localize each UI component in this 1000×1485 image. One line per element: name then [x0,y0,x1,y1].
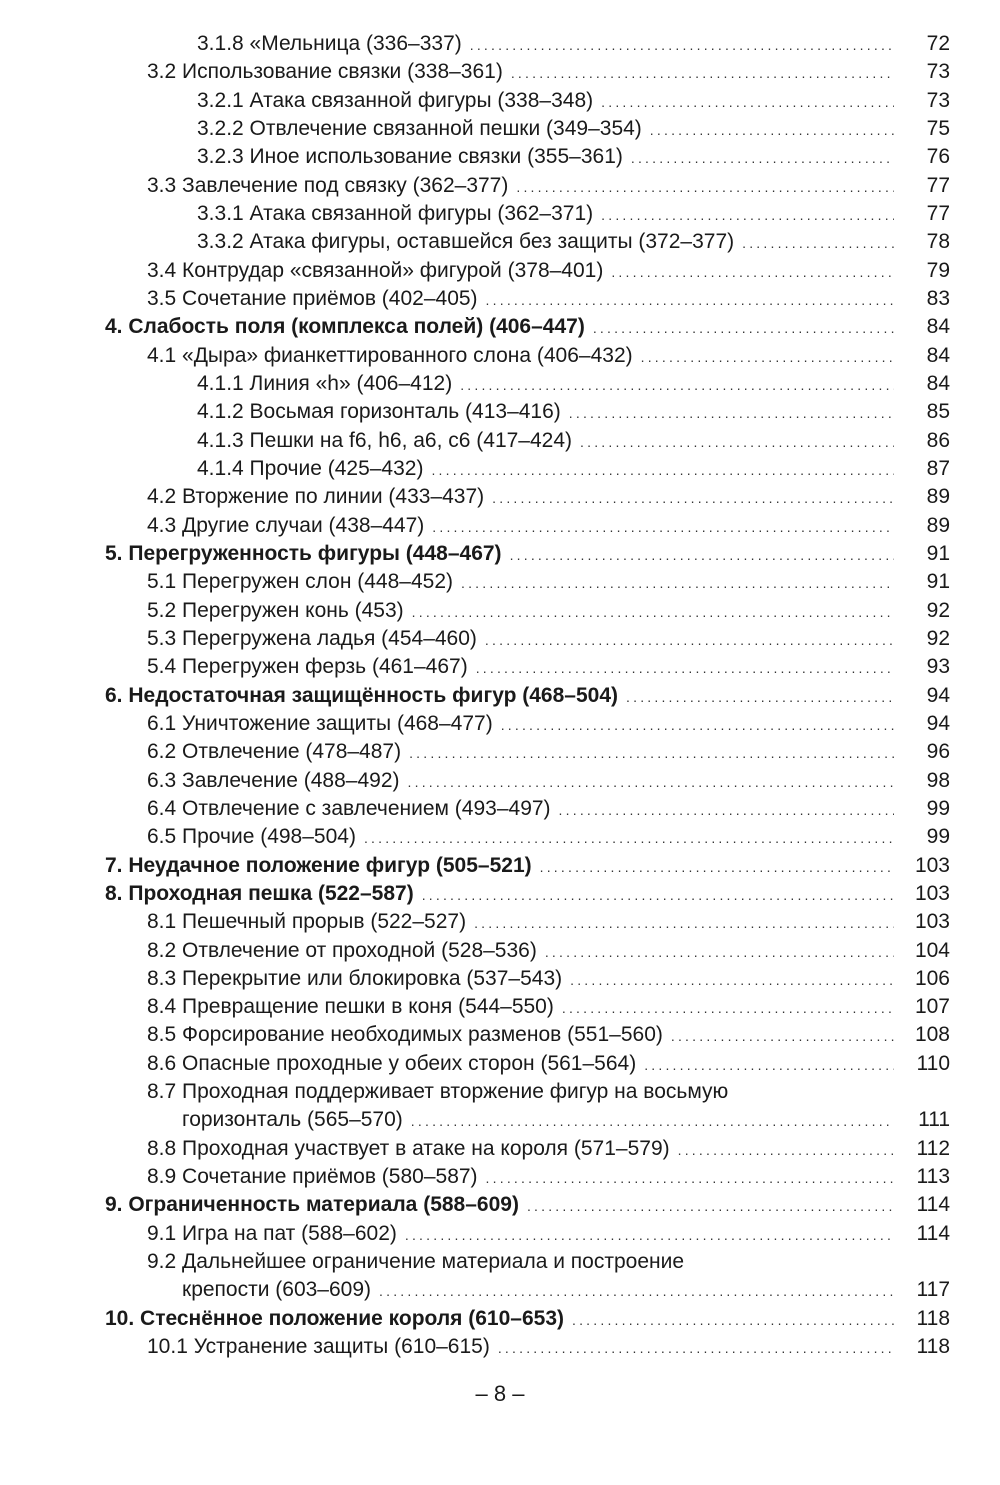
toc-entry-title: 9. Ограниченность материала (588–609) [105,1191,527,1219]
toc-entry-title: 6.4 Отвлечение с завлечением (493–497) [147,795,559,823]
toc-entry-title: 5.2 Перегружен конь (453) [147,597,412,625]
toc-entry-title: 4.2 Вторжение по линии (433–437) [147,483,492,511]
toc-entry-title: 6.5 Прочие (498–504) [147,823,364,851]
dot-leader [474,909,894,937]
dot-leader [408,768,894,796]
toc-entry-title: 3.2.3 Иное использование связки (355–361) [197,143,631,171]
toc-entry-title: 8.1 Пешечный прорыв (522–527) [147,908,474,936]
toc-entry-page-number: 79 [926,258,950,282]
toc-entry-title: 8.8 Проходная участвует в атаке на короля (571–579) [147,1135,678,1163]
dot-leader [545,938,894,966]
toc-entry[interactable] [0,257,1000,285]
toc-entry-page-number: 106 [914,966,950,990]
toc-entry[interactable] [0,172,1000,200]
dot-leader [569,399,894,427]
toc-entry-page-number: 77 [926,173,950,197]
toc-entry-page-number: 94 [926,683,950,707]
toc-entry-page-number: 73 [926,60,950,84]
toc-entry[interactable] [0,993,1000,1021]
toc-entry[interactable] [0,710,1000,738]
toc-entry-page-number: 99 [926,825,950,849]
dot-leader [580,428,894,456]
toc-entry[interactable] [0,965,1000,993]
toc-entry-page-number: 111 [918,1108,950,1132]
toc-entry-page-number: 91 [926,541,950,565]
toc-chapter-entry[interactable] [0,682,1000,710]
toc-entry[interactable] [0,1220,1000,1248]
toc-entry-title: 8.7 Проходная поддерживает вторжение фигур на восьмую [147,1078,736,1106]
toc-entry-title: 4.1.1 Линия «h» (406–412) [197,370,460,398]
toc-entry-title: 8.4 Превращение пешки в коня (544–550) [147,993,562,1021]
toc-entry[interactable] [0,568,1000,596]
dot-leader [650,116,894,144]
toc-entry-title: 8.3 Перекрытие или блокировка (537–543) [147,965,570,993]
toc-entry-page-number: 77 [926,201,950,225]
toc-entry[interactable] [0,370,1000,398]
toc-entry[interactable] [0,427,1000,455]
toc-entry-title: 9.1 Игра на пат (588–602) [147,1220,405,1248]
dot-leader [498,1334,894,1362]
toc-entry-page-number: 92 [926,598,950,622]
toc-entry[interactable] [0,285,1000,313]
toc-entry-page-number: 107 [914,995,950,1019]
toc-entry-title: 5.3 Перегружена ладья (454–460) [147,625,485,653]
toc-entry-title: 5. Перегруженность фигуры (448–467) [105,540,510,568]
toc-entry-title: 8.2 Отвлечение от проходной (528–536) [147,937,545,965]
dot-leader [631,144,894,172]
toc-entry[interactable] [0,625,1000,653]
toc-entry-title: 8.5 Форсирование необходимых разменов (551–560) [147,1021,671,1049]
dot-leader [501,711,894,739]
toc-entry[interactable] [0,342,1000,370]
dot-leader [742,229,894,257]
toc-entry[interactable] [0,512,1000,540]
toc-entry[interactable] [0,1163,1000,1191]
toc-entry-title: 3.3.1 Атака связанной фигуры (362–371) [197,200,601,228]
toc-entry[interactable] [0,58,1000,86]
toc-chapter-entry[interactable] [0,880,1000,908]
dot-leader [601,88,894,116]
toc-entry-page-number: 73 [926,88,950,112]
dot-leader [562,994,894,1022]
dot-leader [460,371,894,399]
toc-entry-page-number: 78 [926,230,950,254]
dot-leader [405,1221,894,1249]
toc-entry[interactable] [0,795,1000,823]
toc-entry[interactable] [0,738,1000,766]
toc-entry[interactable] [0,228,1000,256]
dot-leader [476,654,894,682]
dot-leader [409,739,894,767]
toc-entry-title: горизонталь (565–570) [182,1106,411,1134]
dot-leader [641,343,894,371]
toc-entry-page-number: 117 [916,1278,950,1302]
dot-leader [510,541,894,569]
toc-entry-page-number: 114 [916,1193,950,1217]
dot-leader [422,881,894,909]
toc-entry-title: 4.1.2 Восьмая горизонталь (413–416) [197,398,569,426]
dot-leader [485,626,894,654]
toc-entry-page-number: 84 [926,371,950,395]
toc-entry[interactable] [0,200,1000,228]
toc-entry[interactable] [0,398,1000,426]
dot-leader [644,1051,894,1079]
toc-entry-title: 6. Недостаточная защищённость фигур (468–504) [105,682,626,710]
dot-leader [559,796,894,824]
toc-entry-title: 3.2.2 Отвлечение связанной пешки (349–354) [197,115,650,143]
toc-entry-page-number: 76 [926,145,950,169]
toc-entry[interactable] [0,483,1000,511]
toc-entry-page-number: 92 [926,626,950,650]
toc-entry-page-number: 104 [914,938,950,962]
dot-leader [486,286,894,314]
toc-entry-page-number: 108 [914,1023,950,1047]
dot-leader [593,314,894,342]
toc-entry[interactable] [0,143,1000,171]
toc-chapter-entry[interactable] [0,1191,1000,1219]
toc-entry-page-number: 112 [916,1136,950,1160]
toc-entry-page-number: 75 [926,116,950,140]
toc-chapter-entry[interactable] [0,540,1000,568]
toc-entry-page-number: 118 [916,1335,950,1359]
toc-entry[interactable] [0,1333,1000,1361]
dot-leader [470,31,894,59]
toc-entry-page-number: 118 [916,1306,950,1330]
toc-entry-page-number: 110 [916,1051,950,1075]
toc-entry-page-number: 72 [926,32,950,55]
toc-entry-title: 9.2 Дальнейшее ограничение материала и построение [147,1248,692,1276]
toc-entry[interactable] [0,823,1000,851]
toc-entry-title: 8. Проходная пешка (522–587) [105,880,422,908]
toc-entry-page-number: 114 [916,1221,950,1245]
toc-entry-page-number: 86 [926,428,950,452]
toc-entry[interactable] [0,1276,1000,1304]
toc-entry[interactable] [0,87,1000,115]
dot-leader [364,824,894,852]
toc-entry-title: 3.5 Сочетание приёмов (402–405) [147,285,486,313]
toc-entry-title: 5.4 Перегружен ферзь (461–467) [147,653,476,681]
toc-chapter-entry[interactable] [0,313,1000,341]
dot-leader [671,1022,894,1050]
toc-entry-page-number: 103 [914,881,950,905]
toc-entry-page-number: 83 [926,286,950,310]
toc-entry-title: 4.3 Другие случаи (438–447) [147,512,432,540]
toc-entry-page-number: 91 [926,570,950,594]
toc-entry-page-number: 99 [926,796,950,820]
toc-entry-title: 6.2 Отвлечение (478–487) [147,738,409,766]
dot-leader [379,1277,894,1305]
toc-entry[interactable] [0,455,1000,483]
dot-leader [411,1107,894,1135]
toc-entry[interactable] [0,908,1000,936]
toc-chapter-entry[interactable] [0,1305,1000,1333]
toc-entry-title: 8.6 Опасные проходные у обеих сторон (561–564) [147,1050,644,1078]
toc-entry-page-number: 85 [926,400,950,424]
toc-entry-title: 3.2.1 Атака связанной фигуры (338–348) [197,87,601,115]
toc-entry-page-number: 98 [926,768,950,792]
toc-entry[interactable] [0,1135,1000,1163]
dot-leader [611,258,894,286]
toc-entry-title: 3.2 Использование связки (338–361) [147,58,511,86]
dot-leader [678,1136,894,1164]
toc-entry-page-number: 93 [926,655,950,679]
toc-entry[interactable] [0,115,1000,143]
toc-entry-title: 3.1.8 «Мельница (336–337) [197,30,470,58]
toc-entry-title: 10. Стеснённое положение короля (610–653) [105,1305,572,1333]
toc-entry[interactable] [0,653,1000,681]
toc-entry-page-number: 103 [914,910,950,934]
page-number: – 8 – [475,1381,525,1406]
toc-entry-title: 7. Неудачное положение фигур (505–521) [105,852,540,880]
toc-entry-page-number: 87 [926,456,950,480]
toc-entry-page-number: 89 [926,513,950,537]
toc-entry-title: 8.9 Сочетание приёмов (580–587) [147,1163,486,1191]
dot-leader [486,1164,894,1192]
dot-leader [461,569,894,597]
toc-entry-page-number: 89 [926,485,950,509]
toc-entry-page-number: 96 [926,740,950,764]
dot-leader [412,598,894,626]
dot-leader [511,59,894,87]
toc-entry[interactable] [0,767,1000,795]
toc-entry-title: 4.1.4 Прочие (425–432) [197,455,431,483]
dot-leader [626,683,894,711]
dot-leader [492,484,894,512]
dot-leader [601,201,894,229]
toc-entry-title: 3.3 Завлечение под связку (362–377) [147,172,516,200]
dot-leader [540,853,894,881]
toc-entry-title: 3.3.2 Атака фигуры, оставшейся без защиты (372–377) [197,228,742,256]
dot-leader [516,173,894,201]
toc-entry-page-number: 94 [926,711,950,735]
toc-entry-title: 4.1.3 Пешки на f6, h6, a6, c6 (417–424) [197,427,580,455]
toc-entry-title: 10.1 Устранение защиты (610–615) [147,1333,498,1361]
toc-entry-page-number: 84 [926,315,950,339]
toc-entry[interactable] [0,1078,1000,1106]
toc-entry-title: 4.1 «Дыра» фианкеттированного слона (406–432) [147,342,641,370]
toc-entry-title: 4. Слабость поля (комплекса полей) (406–447) [105,313,593,341]
toc-entry-page-number: 113 [916,1165,950,1189]
toc-chapter-entry[interactable] [0,852,1000,880]
toc-entry-title: 5.1 Перегружен слон (448–452) [147,568,461,596]
toc-entry[interactable] [0,597,1000,625]
toc-entry-title: крепости (603–609) [182,1276,379,1304]
toc-entry[interactable] [0,1248,1000,1276]
dot-leader [572,1306,894,1334]
dot-leader [570,966,894,994]
dot-leader [431,456,894,484]
toc-entry-title: 3.4 Контрудар «связанной» фигурой (378–401) [147,257,611,285]
toc-entry[interactable] [0,937,1000,965]
toc-entry-page-number: 103 [914,853,950,877]
toc-entry-title: 6.3 Завлечение (488–492) [147,767,408,795]
dot-leader [527,1192,894,1220]
toc-entry[interactable] [0,1021,1000,1049]
toc-entry[interactable] [0,1106,1000,1134]
dot-leader [432,513,894,541]
table-of-contents [0,30,1000,1361]
toc-entry-page-number: 84 [926,343,950,367]
toc-entry[interactable] [0,30,1000,58]
toc-entry[interactable] [0,1050,1000,1078]
toc-entry-title: 6.1 Уничтожение защиты (468–477) [147,710,501,738]
